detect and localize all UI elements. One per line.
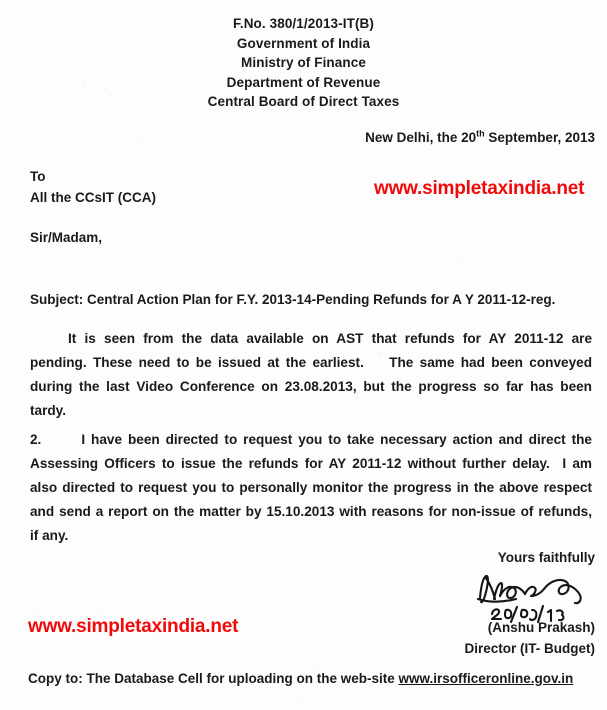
letterhead xyxy=(0,14,607,112)
paragraph-two-line-2: Assessing Officers to issue the refunds for AY 2011-12 without further delay. I am xyxy=(30,456,592,471)
watermark-top: www.simpletaxindia.net xyxy=(374,178,585,199)
recipient-address: All the CCsIT (CCA) xyxy=(30,190,156,205)
paragraph-two-line-5: if any. xyxy=(30,528,69,543)
paragraph-two-line-4: and send a report on the matter by 15.10.2013 with reasons for non-issue of refunds, xyxy=(30,504,592,519)
paragraph-one-line-1: It is seen from the data available on AST that refunds for AY 2011-12 are xyxy=(68,331,592,346)
to-label: To xyxy=(30,169,46,184)
paragraph-two-number: 2. xyxy=(30,432,42,447)
closing-salutation: Yours faithfully xyxy=(497,550,595,565)
letterhead-line-file-number: F.No. 380/1/2013-IT(B) xyxy=(233,16,374,31)
paragraph-one-line-3: during the last Video Conference on 23.08.2013, but the progress so far has been xyxy=(30,379,592,394)
salutation: Sir/Madam, xyxy=(30,230,103,245)
signature-icon xyxy=(470,572,595,624)
letterhead-line-ministry: Ministry of Finance xyxy=(241,55,366,70)
irs-officer-online-url[interactable]: www.irsofficeronline.gov.in xyxy=(398,671,574,686)
dateline-ordinal: th xyxy=(476,128,485,139)
signer-name: (Anshu Prakash) xyxy=(487,620,595,635)
paragraph-two-line-1: 2. I have been directed to request you to take necessary action and direct the xyxy=(30,432,592,447)
recipient-block xyxy=(30,166,156,208)
copy-to-line xyxy=(28,671,598,686)
dateline-prefix: New Delhi, the 20 xyxy=(365,130,477,145)
handwritten-signature xyxy=(470,572,595,624)
dateline xyxy=(365,130,595,145)
letterhead-line-department: Department of Revenue xyxy=(226,74,381,90)
signer-designation: Director (IT- Budget) xyxy=(464,641,595,656)
watermark-bottom: www.simpletaxindia.net xyxy=(28,616,239,637)
copy-to-text: Copy to: The Database Cell for uploading on the web-site xyxy=(28,671,399,686)
paragraph-one-line-2: pending. These need to be issued at the earliest. The same had been conveyed xyxy=(30,355,592,370)
letterhead-line-government: Government of India xyxy=(236,35,371,51)
paragraph-two-line-3: also directed to request you to personally monitor the progress in the above respect xyxy=(30,480,592,495)
paragraph-two xyxy=(30,428,592,548)
paragraph-one xyxy=(30,327,592,423)
paragraph-one-line-4: tardy. xyxy=(30,403,67,418)
dateline-suffix: September, 2013 xyxy=(484,130,595,145)
subject-line: Subject: Central Action Plan for F.Y. 2013-14-Pending Refunds for A Y 2011-12-reg. xyxy=(30,292,556,307)
letterhead-line-board: Central Board of Direct Taxes xyxy=(207,94,400,109)
